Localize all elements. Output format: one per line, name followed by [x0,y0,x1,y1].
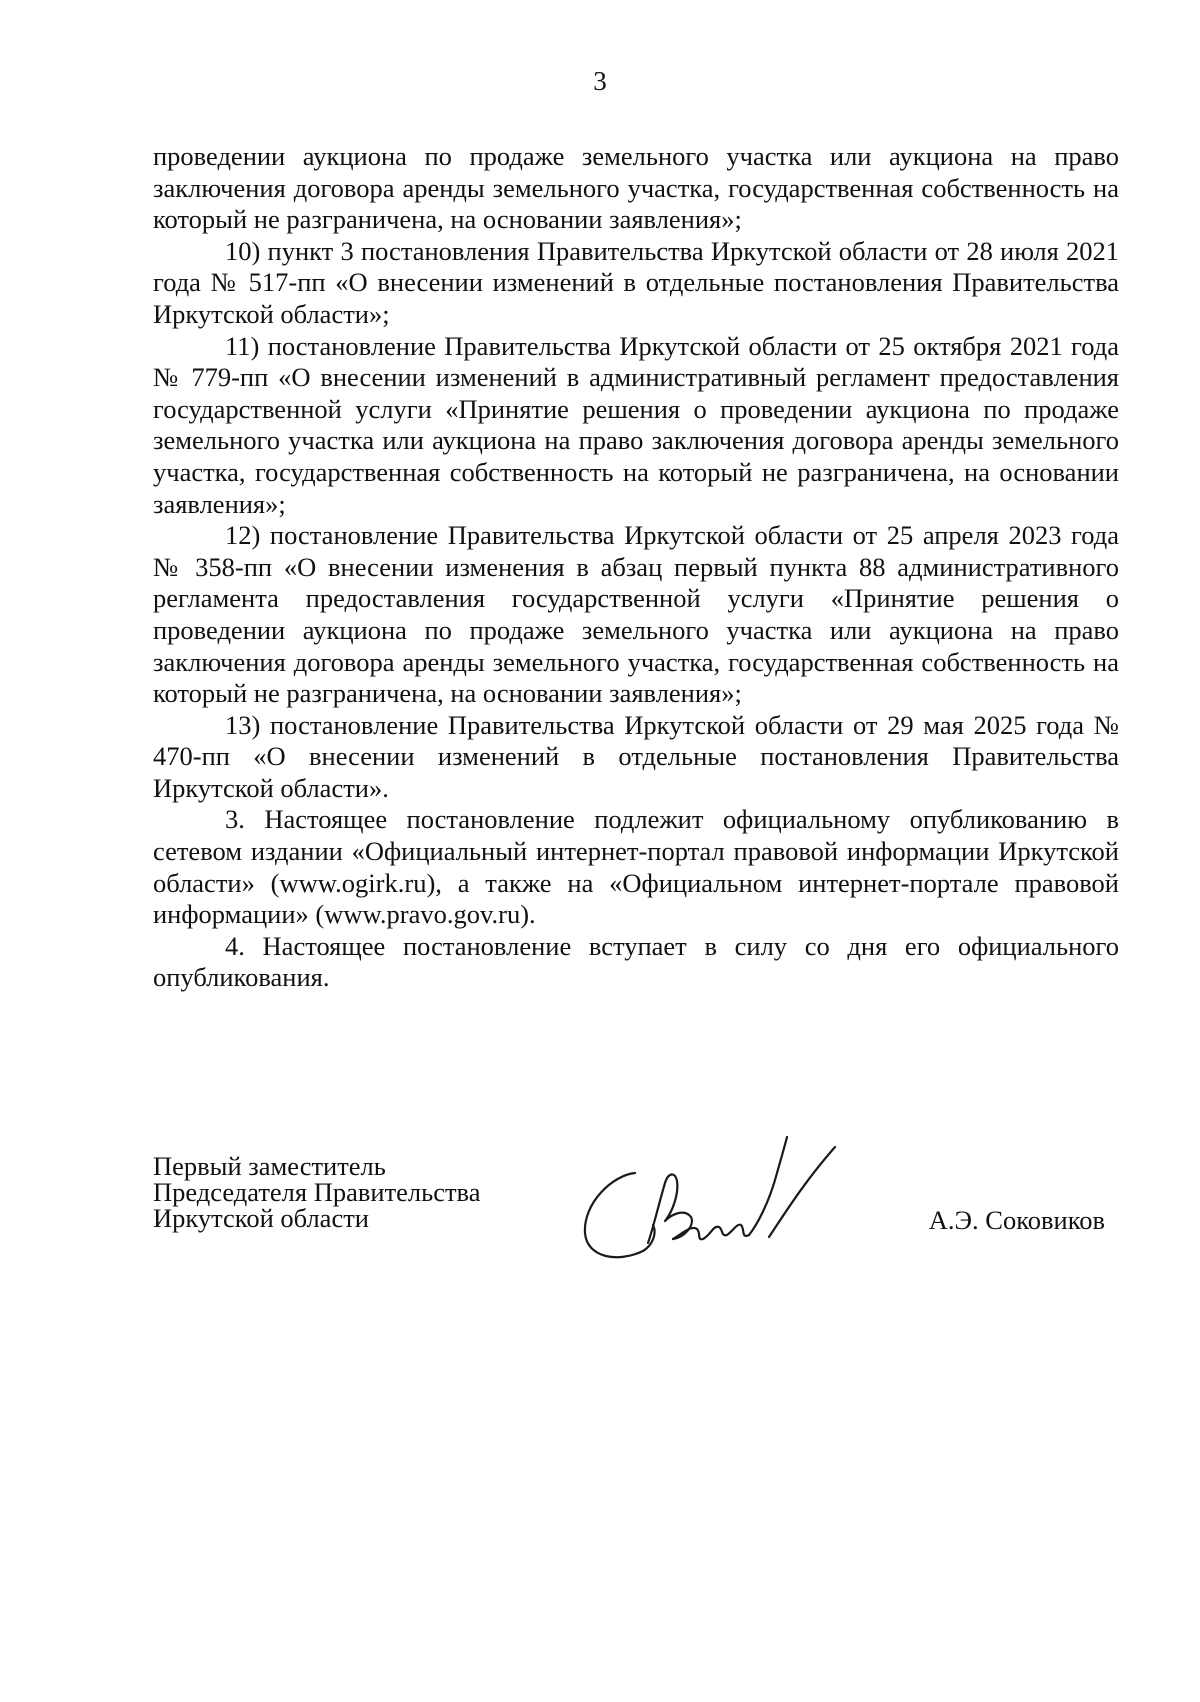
handwritten-signature-icon [573,1133,863,1273]
page-number: 3 [593,66,607,96]
signature-block [153,1153,1119,1303]
paragraph-item-13: 13) постановление Правительства Иркутской области от 29 мая 2025 года № 470-пп «О внесении изменений в отдельные постановления Правительства Иркутской области». [153,709,1119,803]
signer-title-line: Председателя Правительства [153,1177,481,1207]
signer-name: А.Э. Соковиков [928,1205,1105,1235]
signer-title-line: Иркутской области [153,1203,369,1233]
signer-title-line: Первый заместитель [153,1151,386,1181]
paragraph-continuation: проведении аукциона по продаже земельного участка или аукциона на право заключения договора аренды земельного участка, государственная собственность на который не разграничена, на основании заявления»; [153,141,1119,235]
paragraph-item-12: 12) постановление Правительства Иркутской области от 25 апреля 2023 года № 358-пп «О внесении изменения в абзац первый пункта 88 административного регламента предоставления государственной услуги «Принятие решения о проведении аукциона по продаже земельного участка или аукциона на право заключения договора аренды земельного участка, государственная собственность на который не разграничена, на основании заявления»; [153,520,1119,709]
paragraph-item-11: 11) постановление Правительства Иркутской области от 25 октября 2021 года № 779-пп «О внесении изменений в административный регламент предоставления государственной услуги «Принятие решения о проведении аукциона по продаже земельного участка или аукциона на право заключения договора аренды земельного участка, государственная собственность на который не разграничена, на основании заявления»; [153,330,1119,519]
paragraph-item-10: 10) пункт 3 постановления Правительства Иркутской области от 28 июля 2021 года № 517-пп «О внесении изменений в отдельные постановления Правительства Иркутской области»; [153,235,1119,329]
document-body [153,141,1119,994]
paragraph-publication: 3. Настоящее постановление подлежит официальному опубликованию в сетевом издании «Официальный интернет-портал правовой информации Иркутской области» (www.ogirk.ru), а также на «Официальном интернет-портале правовой информации» (www.pravo.gov.ru). [153,804,1119,930]
signer-title [153,1153,481,1231]
paragraph-effective-date: 4. Настоящее постановление вступает в силу со дня его официального опубликования. [153,930,1119,993]
